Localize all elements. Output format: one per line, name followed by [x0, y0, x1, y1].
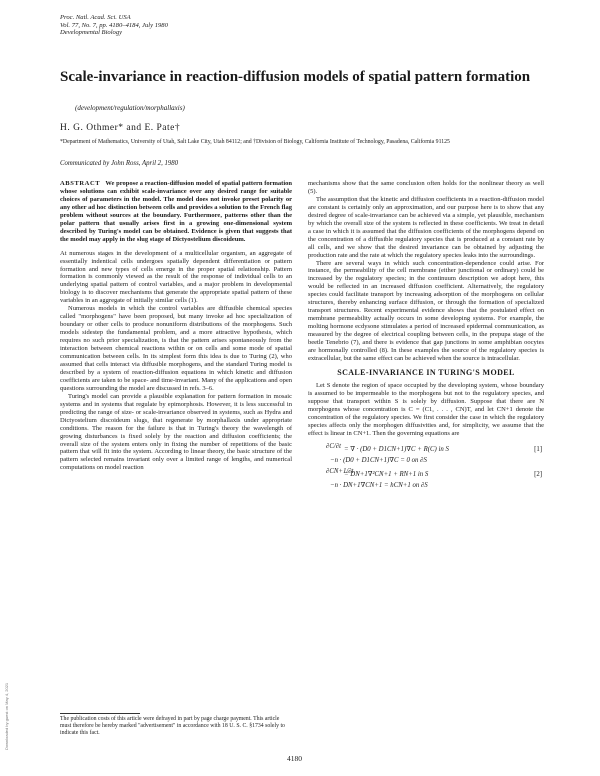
- equation-1-tag: [1]: [534, 445, 542, 453]
- equation-2-boundary: −n · DN+1∇CN+1 = hCN+1 on ∂S: [330, 481, 428, 489]
- section-heading: SCALE-INVARIANCE IN TURING'S MODEL: [337, 367, 515, 377]
- keywords: (development/regulation/morphallaxis): [75, 104, 185, 112]
- paper-title: Scale-invariance in reaction-diffusion models of spatial pattern formation: [60, 69, 531, 85]
- right-column: [308, 180, 544, 493]
- footnote-divider: [60, 713, 140, 714]
- footnote: The publication costs of this article were defrayed in part by page charge payment. This article must therefore be hereby marked "advertisement" in accordance with 18 U. S. C. §1734 solely to indicate this fact.: [60, 716, 285, 736]
- left-column: [60, 180, 292, 472]
- communicated-by: Communicated by John Ross, April 2, 1980: [60, 160, 179, 167]
- equation-2-body: = DN+1∇²CN+1 + RN+1 in S: [344, 470, 429, 478]
- abstract-text: We propose a reaction-diffusion model of spatial pattern formation whose solutions can exhibit scale-invariance over any desired range for suitable choices of parameters in the model. The model does not invoke preset polarity or any other ad hoc distinction between cells and provides a solution to the French flag problem without sources at the boundary. Furthermore, patterns other than the polar pattern that usually arises first in a growing one-dimensional system described by Turing's model can be obtained. Evidence is given that suggests that the model may apply in the slug stage of Dictyostelium discoideum.: [60, 180, 292, 243]
- equation-1: [308, 443, 544, 457]
- journal-volume: Vol. 77, No. 7, pp. 4180–4184, July 1980: [60, 21, 168, 29]
- abstract: [60, 180, 292, 244]
- equation-2: [308, 468, 544, 482]
- journal-section: Developmental Biology: [60, 29, 123, 37]
- body-paragraph: The assumption that the kinetic and diffusion coefficients in a reaction-diffusion model are constant is certainly only an approximation, and our purpose here is to show that any desired degree of scale-invariance can be achieved via a simple, yet plausible, mechanism by which the overall size of the system is reflected in these coefficients. We treat in detail a case in which it is assumed that the diffusion coefficients of the morphogens depend on the concentration of a diffusible regulatory species that is produced at a constant rate by all cells, and we show that the desired invariance can be obtained by adjusting the production rate and the rate at which the regulatory species leaks into the surroundings.: [308, 195, 544, 259]
- equation-1-body: = ∇ · (D0 + D1CN+1)∇C + R(C) in S: [344, 445, 449, 453]
- affiliation: *Department of Mathematics, University of Utah, Salt Lake City, Utah 84112; and †Division of Biology, California Institute of Technology, Pasadena, California 91125: [60, 139, 450, 145]
- journal-header: [60, 14, 168, 37]
- body-paragraph: Numerous models in which the control variables are diffusible chemical species called "morphogens" have been proposed, but many invoke ad hoc specialization of boundary or other cells to produce nonuniform distributions of the morphogens. Such models sidestep the fundamental problem, and a more attractive hypothesis, which requires no such prior specialization, is that the pattern arises spontaneously from the interaction between chemical reactions within or on cells and some mode of spatial communication between cells. In its simplest form this idea is due to Turing (2), who assumed that cells interact via diffusible morphogens, and the standard Turing model is described by a system of reaction-diffusion equations in which kinetic and diffusion coefficients are taken to be space- and time-invariant. Many of the applications and open questions surrounding the model are discussed in refs. 3–6.: [60, 305, 292, 392]
- download-watermark-text: Downloaded by guest on May 4, 2021: [4, 682, 9, 750]
- body-paragraph: Let S denote the region of space occupied by the developing system, whose boundary is assumed to be impermeable to the morphogens but not to the regulatory species, and suppose that transport within S is solely by diffusion. Suppose that there are N morphogens whose concentration is C = (C1, . . . , CN)T, and let CN+1 denote the concentration of the regulatory species. We first consider the case in which the regulatory species affects only the morphogen diffusivities and, for simplicity, we assume that the effect is linear in CN+1. Then the governing equations are: [308, 381, 544, 437]
- body-paragraph: Turing's model can provide a plausible explanation for pattern formation in mosaic systems and in systems that regulate by epimorphosis. However, it is less successful in predicting the range of size- or scale-invariance observed in systems, such as Hydra and Dictyostelium discoideum slugs, that regenerate by morphallaxis under appropriate conditions. The reason for the failure is that in Turing's theory the wavelength of growing disturbances is fixed solely by the reaction and diffusion coefficients; the overall size of the system enters only in fixing the number of repetitions of the basic pattern that will fit into the system. According to linear theory, the basic structure of the pattern selected remains invariant only over a limited range of lengths, and numerical computations on model reaction: [60, 392, 292, 472]
- equation-2-tag: [2]: [534, 470, 542, 478]
- journal-name: Proc. Natl. Acad. Sci. USA: [60, 14, 131, 21]
- body-paragraph: At numerous stages in the development of a multicellular organism, an aggregate of essentially indentical cells undergoes spatially dependent differentiation or pattern formation and new types of cells emerge in the proper spatial relationship. Pattern formation is commonly viewed as the result of the response of individual cells to an underlying spatial pattern of control variables, and a major problem in developmental biology is to discover mechanisms that generate the appropriate spatial pattern of these variables in an aggregate of initially similar cells (1).: [60, 249, 292, 305]
- equation-1-boundary: −n · (D0 + D1CN+1)∇C = 0 on ∂S: [330, 456, 427, 464]
- download-watermark: [4, 640, 12, 750]
- page-number: 4180: [287, 754, 302, 763]
- body-paragraph: There are several ways in which such concentration-dependence could arise. For instance, the permeability of the cell membrane (either junctional or ordinary) could be increased by the regulatory species; in the continuum description we adopt here, this would be reflected in an increased diffusion coefficient. Alternatively, the regulatory species could facilitate transport by increasing adsorption of the morphogens on cellular structures, thereby enhancing surface diffusion, or through the formation of specialized transport structures. Recent experimental evidence shows that the postulated effect on membrane permeability actually occurs in some developing systems. For example, the molting hormone ecdysone stimulates a period of increased epidermal communication, as measured by the degree of electrical coupling between cells, in the prepupa stage of the beetle Tenebrio (7), and there is evidence that gap junctions in some amphibian oocytes are hormonally controlled (8). In these examples the source of the regulatory species is extracellular, but the same effect can be achieved when the source is intracellular.: [308, 259, 544, 362]
- equation-1-lhs: ∂C/∂t: [326, 442, 342, 450]
- body-paragraph: mechanisms show that the same conclusion often holds for the nonlinear theory as well (5).: [308, 180, 544, 195]
- equation-2-lhs: ∂CN+1/∂t: [326, 467, 354, 475]
- authors: H. G. Othmer* and E. Pate†: [60, 123, 181, 133]
- abstract-heading: ABSTRACT: [60, 180, 101, 187]
